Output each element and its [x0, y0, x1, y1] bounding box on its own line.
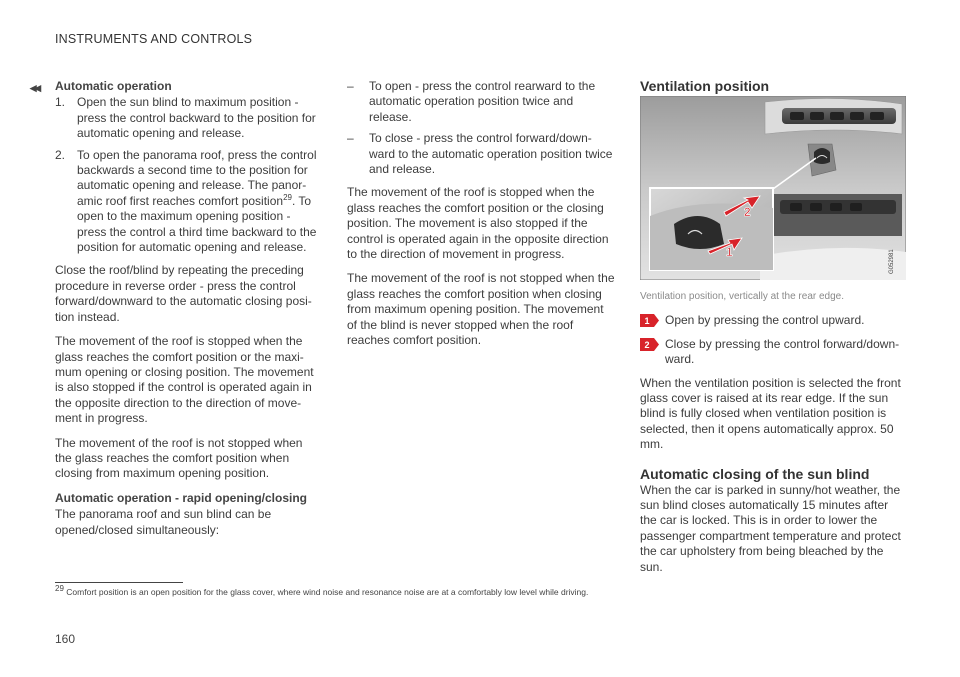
callout-badge-2	[640, 338, 659, 351]
list-item	[347, 79, 615, 125]
ventilation-control-illustration	[640, 96, 906, 280]
paragraph: When the car is parked in sunny/hot weather, the sun blind closes automatically 15 minutes after the car is locked. This is in order to lower the passenger compartment temperature and protect the car upholstery from being bleached by the sun.	[640, 482, 901, 574]
dash: –	[347, 79, 354, 93]
paragraph: The movement of the roof is stopped when the glass reaches the comfort position or the maxi-mum opening or closing position. The movement is also stopped if the control is operated again in the opposite direction to the direction of move-ment in progress.	[55, 334, 314, 426]
step-text: To open the panorama roof, press the control backwards a second time to the position for automatic opening and release. The panor-amic roof first reaches comfort position	[77, 147, 317, 208]
list-item	[55, 148, 321, 256]
paragraph: The panorama roof and sun blind can be opened/closed simultaneously:	[55, 507, 272, 537]
paragraph: The movement of the roof is stopped when the glass reaches the comfort position or the closing position. The movement is also stopped if the control is operated again in the opposite direction to the direction of movement in progress.	[347, 185, 609, 262]
paragraph: Close the roof/blind by repeating the preceding procedure in reverse order - press the control forward/downward to the automatic closing posi-tion instead.	[55, 263, 312, 324]
list-item	[347, 131, 615, 177]
footnote-text: Comfort position is an open position for the glass cover, where wind noise and resonance noise are at a comfortably low level while driving.	[66, 587, 589, 597]
heading-automatic-operation: Automatic operation	[55, 79, 172, 93]
badge-number: 2	[644, 339, 650, 350]
heading-ventilation-position: Ventilation position	[640, 78, 770, 94]
footnote-rule	[55, 582, 183, 583]
figure-caption: Ventilation position, vertically at the rear edge.	[640, 291, 845, 302]
paragraph: The movement of the roof is not stopped when the glass reaches the comfort position when closing from maximum opening position. The movement of the blind is never stopped when the roof reaches comfort position.	[347, 271, 615, 348]
callout-label-2: 2	[744, 205, 751, 219]
step-number: 1.	[55, 95, 66, 110]
callout-label-1: 1	[726, 245, 733, 259]
list-item	[55, 95, 321, 141]
item-text: Close by pressing the control forward/down-ward.	[665, 336, 900, 367]
section-header: INSTRUMENTS AND CONTROLS	[55, 32, 253, 46]
column-1	[55, 79, 321, 547]
step-text: Open the sun blind to maximum position - press the control backward to the position for automatic opening and release.	[77, 95, 316, 141]
bullet-text: To open - press the control rearward to the automatic operation position twice and release.	[369, 79, 596, 124]
dash: –	[347, 131, 354, 146]
figure-code: G052981	[889, 249, 895, 274]
step-text-cont: . To open to the maximum opening position - press the control a third time backward to the position for automatic opening and release.	[77, 193, 317, 255]
bullet-text: To close - press the control forward/down-ward to the automatic operation position twice and release.	[369, 131, 613, 177]
step-number: 2.	[55, 147, 66, 162]
page-number: 160	[55, 632, 76, 646]
heading-automatic-closing: Automatic closing of the sun blind	[640, 465, 870, 482]
heading-rapid-operation: Automatic operation - rapid opening/closing	[55, 490, 308, 505]
list-item	[640, 313, 908, 328]
bullet-list	[347, 79, 615, 177]
paragraph: When the ventilation position is selected the front glass cover is raised at its rear edge. If the sun blind is fully closed when ventilation position is selected, then it opens automatically approx. 50 mm.	[640, 375, 901, 452]
callout-badge-1	[640, 314, 659, 327]
footnote-ref[interactable]: 29	[283, 192, 292, 202]
badge-number: 1	[644, 316, 650, 327]
continued-mark: ◂◂	[30, 80, 40, 95]
footnote	[55, 584, 589, 597]
list-item	[640, 337, 908, 368]
item-text: Open by pressing the control upward.	[665, 313, 865, 328]
steps-list	[55, 95, 321, 255]
footnote-number: 29	[55, 584, 64, 594]
column-2	[347, 79, 615, 358]
paragraph: The movement of the roof is not stopped when the glass reaches the comfort position when closing from maximum opening position.	[55, 435, 303, 481]
